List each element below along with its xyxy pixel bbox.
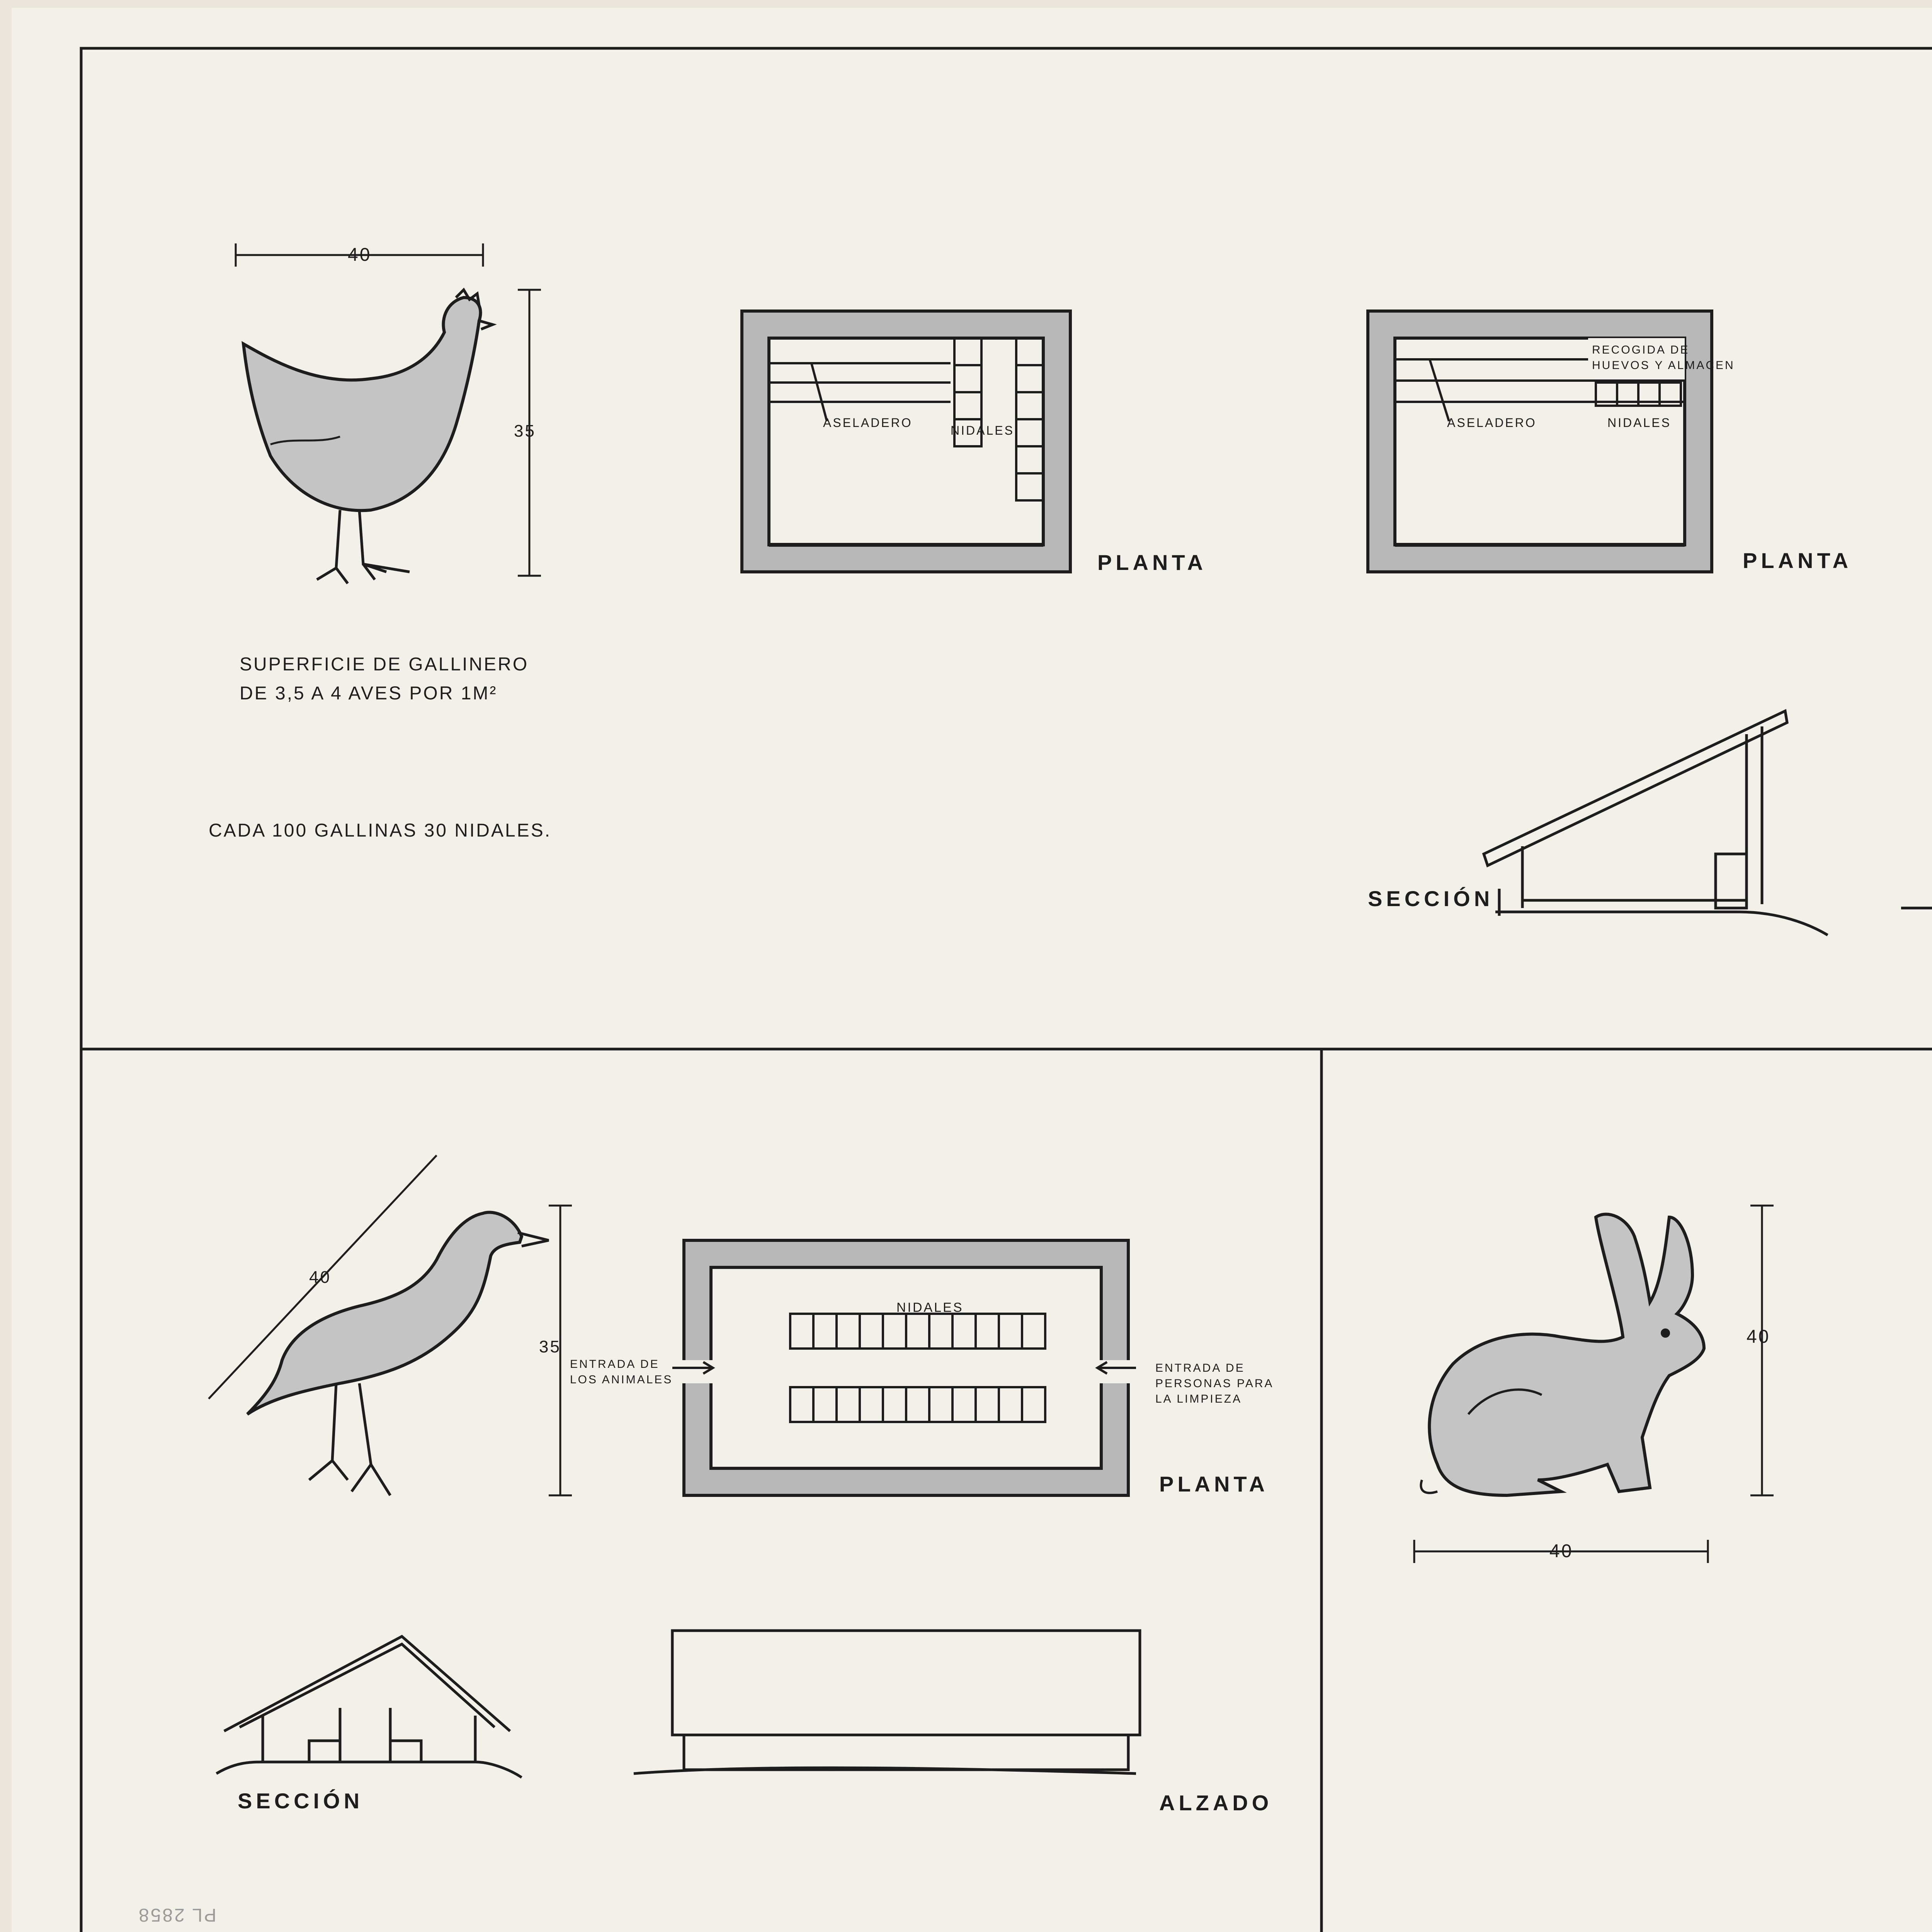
- paper: [12, 8, 1932, 1932]
- rabbit-height-label: 40: [1747, 1327, 1770, 1347]
- archive-pencil-mark: PL 2858: [137, 1905, 216, 1925]
- hen-surface-note-line1: SUPERFICIE DE GALLINERO: [240, 654, 529, 675]
- duck-plan-nidales-label: NIDALES: [896, 1300, 964, 1315]
- plan1-nidales-label: NIDALES: [951, 423, 1014, 437]
- duck-section-title: SECCIÓN: [238, 1789, 364, 1813]
- duck-elevation-title: ALZADO: [1159, 1791, 1273, 1815]
- plan2-nidales-label: NIDALES: [1607, 416, 1671, 430]
- plan1-title: PLANTA: [1097, 550, 1207, 575]
- duck-entrada-animales-1: ENTRADA DE: [570, 1358, 660, 1371]
- plan2-title: PLANTA: [1743, 548, 1852, 573]
- hen-height-label: 35: [514, 422, 536, 440]
- duck-entrada-personas-3: LA LIMPIEZA: [1155, 1393, 1242, 1405]
- hen-surface-note-line2: DE 3,5 A 4 AVES POR 1M²: [240, 683, 498, 704]
- duck-height-label: 35: [539, 1337, 561, 1356]
- duck-entrada-personas-1: ENTRADA DE: [1155, 1362, 1245, 1374]
- plan1-aseladero-label: ASELADERO: [823, 416, 913, 430]
- duck-plan-title: PLANTA: [1159, 1472, 1269, 1496]
- hen-nests-note: CADA 100 GALLINAS 30 NIDALES.: [209, 820, 552, 841]
- hen-width-label: 40: [348, 245, 372, 265]
- plan2-aseladero-label: ASELADERO: [1447, 416, 1537, 430]
- plan2-recogida-line1: RECOGIDA DE: [1592, 344, 1690, 356]
- duck-entrada-animales-2: LOS ANIMALES: [570, 1373, 673, 1386]
- rabbit-width-label: 40: [1549, 1541, 1573, 1561]
- plan2-recogida-line2: HUEVOS Y ALMACEN: [1592, 359, 1735, 372]
- hen-section-title: SECCIÓN: [1368, 886, 1494, 911]
- duck-entrada-personas-2: PERSONAS PARA: [1155, 1377, 1274, 1390]
- duck-diag-label: 40: [309, 1268, 331, 1287]
